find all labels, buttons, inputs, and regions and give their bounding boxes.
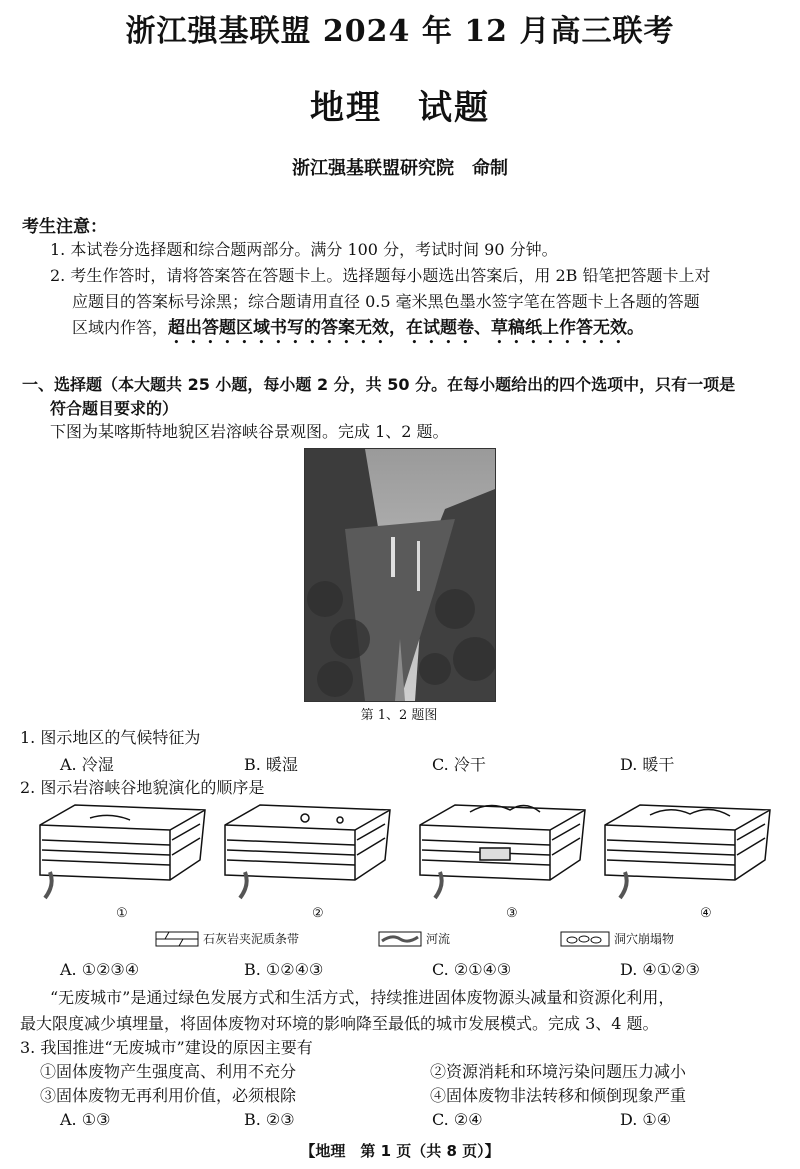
q3-stem: 3. 我国推进“无废城市”建设的原因主要有 <box>20 1038 313 1057</box>
page-footer: 【地理 第 1 页（共 8 页）】 <box>300 1142 500 1160</box>
legend-limestone-label: 石灰岩夹泥质条带 <box>203 932 300 946</box>
legend-collapse <box>560 930 674 947</box>
q3-option-b[interactable]: B. ②③ <box>244 1110 295 1129</box>
block-diagram-2 <box>225 805 390 880</box>
notice-item-1: 1. 本试卷分选择题和综合题两部分。满分 100 分，考试时间 90 分钟。 <box>50 240 558 259</box>
photo-caption: 第 1、2 题图 <box>360 708 438 723</box>
q2-option-b[interactable]: B. ①②④③ <box>244 960 324 979</box>
block-diagram-1 <box>40 805 205 880</box>
passage-line-1: “无废城市”是通过绿色发展方式和生活方式，持续推进固体废物源头减量和资源化利用， <box>50 988 675 1007</box>
q1-2-intro: 下图为某喀斯特地貌区岩溶峡谷景观图。完成 1、2 题。 <box>50 422 449 441</box>
panel-label-3: ③ <box>506 906 518 921</box>
notice-heading: 考生注意： <box>22 217 107 237</box>
notice-item-2-line-2: 应题目的答案标号涂黑；综合题请用直径 0.5 毫米黑色墨水签字笔在答题卡上各题的答题 <box>72 292 700 311</box>
block-diagram-4 <box>605 805 770 880</box>
q1-stem: 1. 图示地区的气候特征为 <box>20 728 201 747</box>
author-line: 浙江强基联盟研究院 命制 <box>292 158 508 179</box>
limestone-swatch-icon <box>155 931 199 947</box>
q3-option-c[interactable]: C. ②④ <box>432 1110 483 1129</box>
section-heading-line-2: 符合题目要求的） <box>50 399 179 418</box>
q3-choice-1: ①固体废物产生强度高、利用不充分 <box>40 1062 297 1081</box>
notice-emphasis: 超出答题区域书写的答案无效，在试题卷、草稿纸上作答无效。 <box>168 318 645 338</box>
q2-option-a[interactable]: A. ①②③④ <box>60 960 140 979</box>
notice-item-2-line-3 <box>72 316 644 348</box>
q2-stem: 2. 图示岩溶峡谷地貌演化的顺序是 <box>20 778 265 797</box>
q3-option-d[interactable]: D. ①④ <box>620 1110 672 1129</box>
legend-collapse-label: 洞穴崩塌物 <box>614 932 675 946</box>
q1-option-d[interactable]: D. 暖干 <box>620 755 675 774</box>
panel-label-1: ① <box>116 906 128 921</box>
exam-title: 浙江强基联盟 2024 年 12 月高三联考 <box>125 14 675 49</box>
q2-option-c[interactable]: C. ②①④③ <box>432 960 512 979</box>
karst-evolution-diagram <box>30 800 790 930</box>
panel-label-4: ④ <box>700 906 712 921</box>
panel-label-2: ② <box>312 906 324 921</box>
q3-option-a[interactable]: A. ①③ <box>60 1110 111 1129</box>
q1-option-b[interactable]: B. 暖湿 <box>244 755 298 774</box>
notice-item-2-line-1: 2. 考生作答时，请将答案答在答题卡上。选择题每小题选出答案后，用 2B 铅笔把答题卡上对 <box>50 266 711 285</box>
q2-option-d[interactable]: D. ④①②③ <box>620 960 700 979</box>
legend-river <box>378 930 450 947</box>
notice-item-2-line-3-plain: 区域内作答， <box>72 318 169 337</box>
collapse-debris-swatch-icon <box>560 931 610 947</box>
passage-line-2: 最大限度减少填埋量，将固体废物对环境的影响降至最低的城市发展模式。完成 3、4 题。 <box>20 1014 659 1033</box>
karst-canyon-photo <box>304 448 496 702</box>
q1-option-a[interactable]: A. 冷湿 <box>60 755 114 774</box>
river-swatch-icon <box>378 931 422 947</box>
subject-title: 地理 试题 <box>310 88 490 128</box>
section-heading-line-1: 一、选择题（本大题共 25 小题，每小题 2 分，共 50 分。在每小题给出的四个选项中，只有一项是 <box>22 375 736 394</box>
block-diagram-3 <box>420 805 585 880</box>
legend-limestone <box>155 930 299 947</box>
q3-choice-4: ④固体废物非法转移和倾倒现象严重 <box>430 1086 687 1105</box>
q3-choice-2: ②资源消耗和环境污染问题压力减小 <box>430 1062 687 1081</box>
q1-option-c[interactable]: C. 冷干 <box>432 755 486 774</box>
q3-choice-3: ③固体废物无再利用价值，必须根除 <box>40 1086 297 1105</box>
legend-river-label: 河流 <box>426 932 451 946</box>
